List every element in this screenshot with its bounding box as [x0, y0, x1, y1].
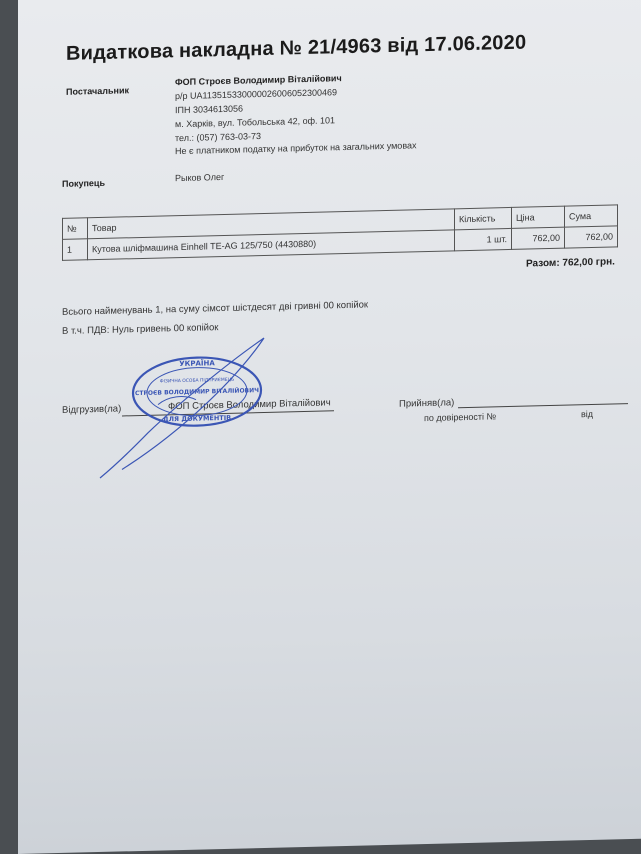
header-price: Ціна	[512, 206, 565, 228]
stamp-bottom-text: ДЛЯ ДОКУМЕНТІВ	[162, 413, 232, 424]
row-sum: 762,00	[565, 226, 618, 248]
page-title: Видаткова накладна № 21/4963 від 17.06.2020	[66, 31, 527, 65]
supplier-tax-note: Не є платником податку на прибуток на загальних умовах	[175, 140, 417, 157]
supplier-phone: тел.: (057) 763-03-73	[175, 131, 262, 144]
supplier-address: м. Харків, вул. Тобольська 42, оф. 101	[175, 115, 336, 130]
shipped-name: ФОП Строєв Володимир Віталійович	[168, 397, 331, 413]
header-quantity: Кількість	[455, 207, 512, 229]
total-amount: Разом: 762,00 грн.	[526, 256, 615, 270]
stamp-top-text: УКРАЇНА	[179, 359, 215, 369]
shipped-label: Відгрузив(ла)	[62, 403, 122, 416]
row-quantity: 1 шт.	[455, 228, 512, 250]
supplier-tax-id: ІПН 3034613056	[175, 103, 244, 116]
vat-line: В т.ч. ПДВ: Нуль гривень 00 копійок	[62, 322, 219, 337]
header-number: №	[63, 218, 88, 240]
buyer-name: Рыков Олег	[175, 171, 225, 184]
supplier-label: Постачальник	[66, 85, 129, 97]
received-label: Прийняв(ла)	[399, 397, 455, 410]
supplier-account: р/р UA113515330000026006052300469	[175, 87, 337, 102]
stamp-small-text: ФІЗИЧНА ОСОБА ПІДПРИЄМЕЦЬ	[159, 377, 235, 385]
received-signature-line	[458, 403, 628, 408]
buyer-label: Покупець	[62, 177, 105, 189]
proxy-date-label: від	[581, 408, 594, 420]
proxy-text: по довіреності №	[424, 411, 497, 424]
header-sum: Сума	[565, 205, 618, 227]
supplier-name: ФОП Строєв Володимир Віталійович	[175, 73, 342, 88]
items-table	[62, 204, 618, 261]
amount-in-words: Всього найменувань 1, на суму сімсот шістдесят дві гривні 00 копійок	[62, 299, 369, 318]
row-product: Кутова шліфмашина Einhell TE-AG 125/750 (4430880)	[88, 230, 455, 260]
signature-scribble	[88, 331, 298, 486]
row-price: 762,00	[512, 227, 565, 249]
header-product: Товар	[88, 209, 455, 239]
invoice-paper	[18, 0, 641, 854]
stamp-middle-text: СТРОЄВ ВОЛОДИМИР ВІТАЛІЙОВИЧ	[135, 387, 259, 398]
row-number: 1	[63, 239, 88, 261]
